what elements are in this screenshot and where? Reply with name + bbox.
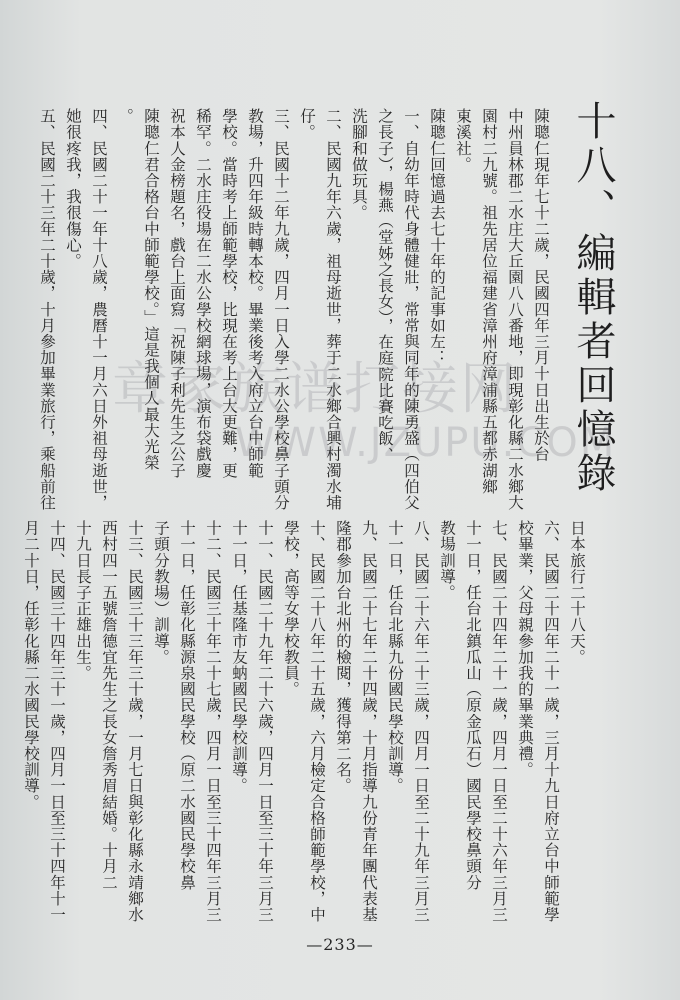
lower-text-line: 教場訓導。 bbox=[438, 520, 456, 601]
upper-text-line: 四、民國二十一年十八歲，農曆十一月六日外祖母逝世， bbox=[90, 108, 108, 511]
lower-text-line: 隆郡參加台北州的檢閱，獲得第二名。 bbox=[334, 520, 352, 794]
upper-text-line: 五、民國二十三年二十歲，十月參加畢業旅行，乘船前往 bbox=[38, 108, 56, 511]
upper-text-line: 園村二九號。祖先居位福建省漳州府漳浦縣五都赤湖鄉 bbox=[480, 108, 498, 495]
lower-text-line: 學校，高等女學校教員。 bbox=[282, 520, 300, 698]
lower-text-line: 子頭分教場）訓導。 bbox=[152, 520, 170, 665]
lower-text-line: 七、民國二十四年二十一歲，四月一日至二十六年三月三 bbox=[490, 520, 508, 923]
lower-text-line: 西村四一五號詹德宜先生之長女詹秀眉結婚。十月二 bbox=[100, 520, 118, 891]
watermark-url: WWW.JZUPU.COM bbox=[235, 420, 617, 466]
lower-text-line: 十、民國二十八年二十五歲，六月檢定合格師範學校，中 bbox=[308, 520, 326, 923]
lower-text-line: 月二十日，任彰化縣二水國民學校訓導。 bbox=[22, 520, 40, 810]
lower-text-line: 十一日，任彰化縣源泉國民學校（原二水國民學校鼻 bbox=[178, 520, 196, 891]
page-number: —233— bbox=[306, 935, 374, 954]
lower-text-line: 十四、民國三十四年三十一歲，四月一日至三十四年十一 bbox=[48, 520, 66, 923]
lower-text-line: 十一日，任基隆市友蚋國民學校訓導。 bbox=[230, 520, 248, 794]
chapter-title: 十八、編輯者回憶錄 bbox=[570, 100, 616, 496]
upper-text-line: 中州員林郡二水庄大丘園八八番地，即現彰化縣二水鄉大 bbox=[506, 108, 524, 511]
lower-text-line: 日本旅行二十八天。 bbox=[568, 520, 586, 665]
memoir-text-lower bbox=[22, 520, 590, 923]
lower-text-line: 十一日，任台北縣九份國民學校訓導。 bbox=[386, 520, 404, 794]
upper-text-line: 東溪社。 bbox=[454, 108, 472, 173]
lower-text-line: 十三、民國三十三年三十歲，一月七日與彰化縣永靖鄉水 bbox=[126, 520, 144, 923]
lower-text-line: 十一、民國二十九年二十六歲，四月一日至三十年三月三 bbox=[256, 520, 274, 923]
upper-text-line: 學校。當時考上師範學校，比現在考上台大更難，更 bbox=[220, 108, 238, 479]
upper-text-line: 之長子），楊燕（堂姊之長女），在庭院比賽吃飯、 bbox=[376, 108, 394, 463]
upper-text-line: 陳聰仁回憶過去七十年的記事如左： bbox=[428, 108, 446, 366]
lower-text-line: 八、民國二十六年二十三歲，四月一日至二十九年三月三 bbox=[412, 520, 430, 923]
upper-text-line: 稀罕。二水庄役場在二水公學校網球場，演布袋戲慶 bbox=[194, 108, 212, 479]
upper-text-line: 三、民國十二年九歲，四月一日入學二水公學校鼻子頭分 bbox=[272, 108, 290, 511]
upper-text-line: 洗腳和做玩具。 bbox=[350, 108, 368, 221]
upper-text-line: 一、自幼年時代身體健壯，常常與同年的陳勇盛（四伯父 bbox=[402, 108, 420, 511]
upper-text-line: 教場，升四年級時轉本校。畢業後考入府立台中師範 bbox=[246, 108, 264, 479]
upper-text-line: 陳聰仁君合格台中師範學校。」這是我個人最大光榮 bbox=[142, 108, 160, 471]
lower-text-line: 九、民國二十七年二十四歲，十月指導九份青年團代表基 bbox=[360, 520, 378, 923]
upper-text-line: 陳聰仁現年七十二歲，民國四年三月十日出生於台 bbox=[532, 108, 550, 463]
lower-text-line: 校畢業，父母親參加我的畢業典禮。 bbox=[516, 520, 534, 778]
lower-text-line: 十一日，任台北鎮瓜山（原金瓜石）國民學校鼻頭分 bbox=[464, 520, 482, 891]
watermark-text: 章家族谱打接网 bbox=[112, 357, 518, 422]
upper-text-line: 祝本人金榜題名，戲台上面寫「祝陳子利先生之公子 bbox=[168, 108, 186, 479]
upper-text-line: 仔。 bbox=[298, 108, 316, 141]
upper-text-line: 她很疼我，我很傷心。 bbox=[64, 108, 82, 269]
upper-text-line: 二、民國九年六歲，祖母逝世，葬于二水鄉合興村濁水埔 bbox=[324, 108, 342, 511]
lower-text-line: 十二、民國三十年二十七歲，四月一日至三十四年三月三 bbox=[204, 520, 222, 923]
lower-text-line: 六、民國二十四年二十一歲，三月十九日府立台中師範學 bbox=[542, 520, 560, 923]
upper-text-line: 。 bbox=[116, 108, 134, 125]
lower-text-line: 十九日長子正雄出生。 bbox=[74, 520, 92, 681]
